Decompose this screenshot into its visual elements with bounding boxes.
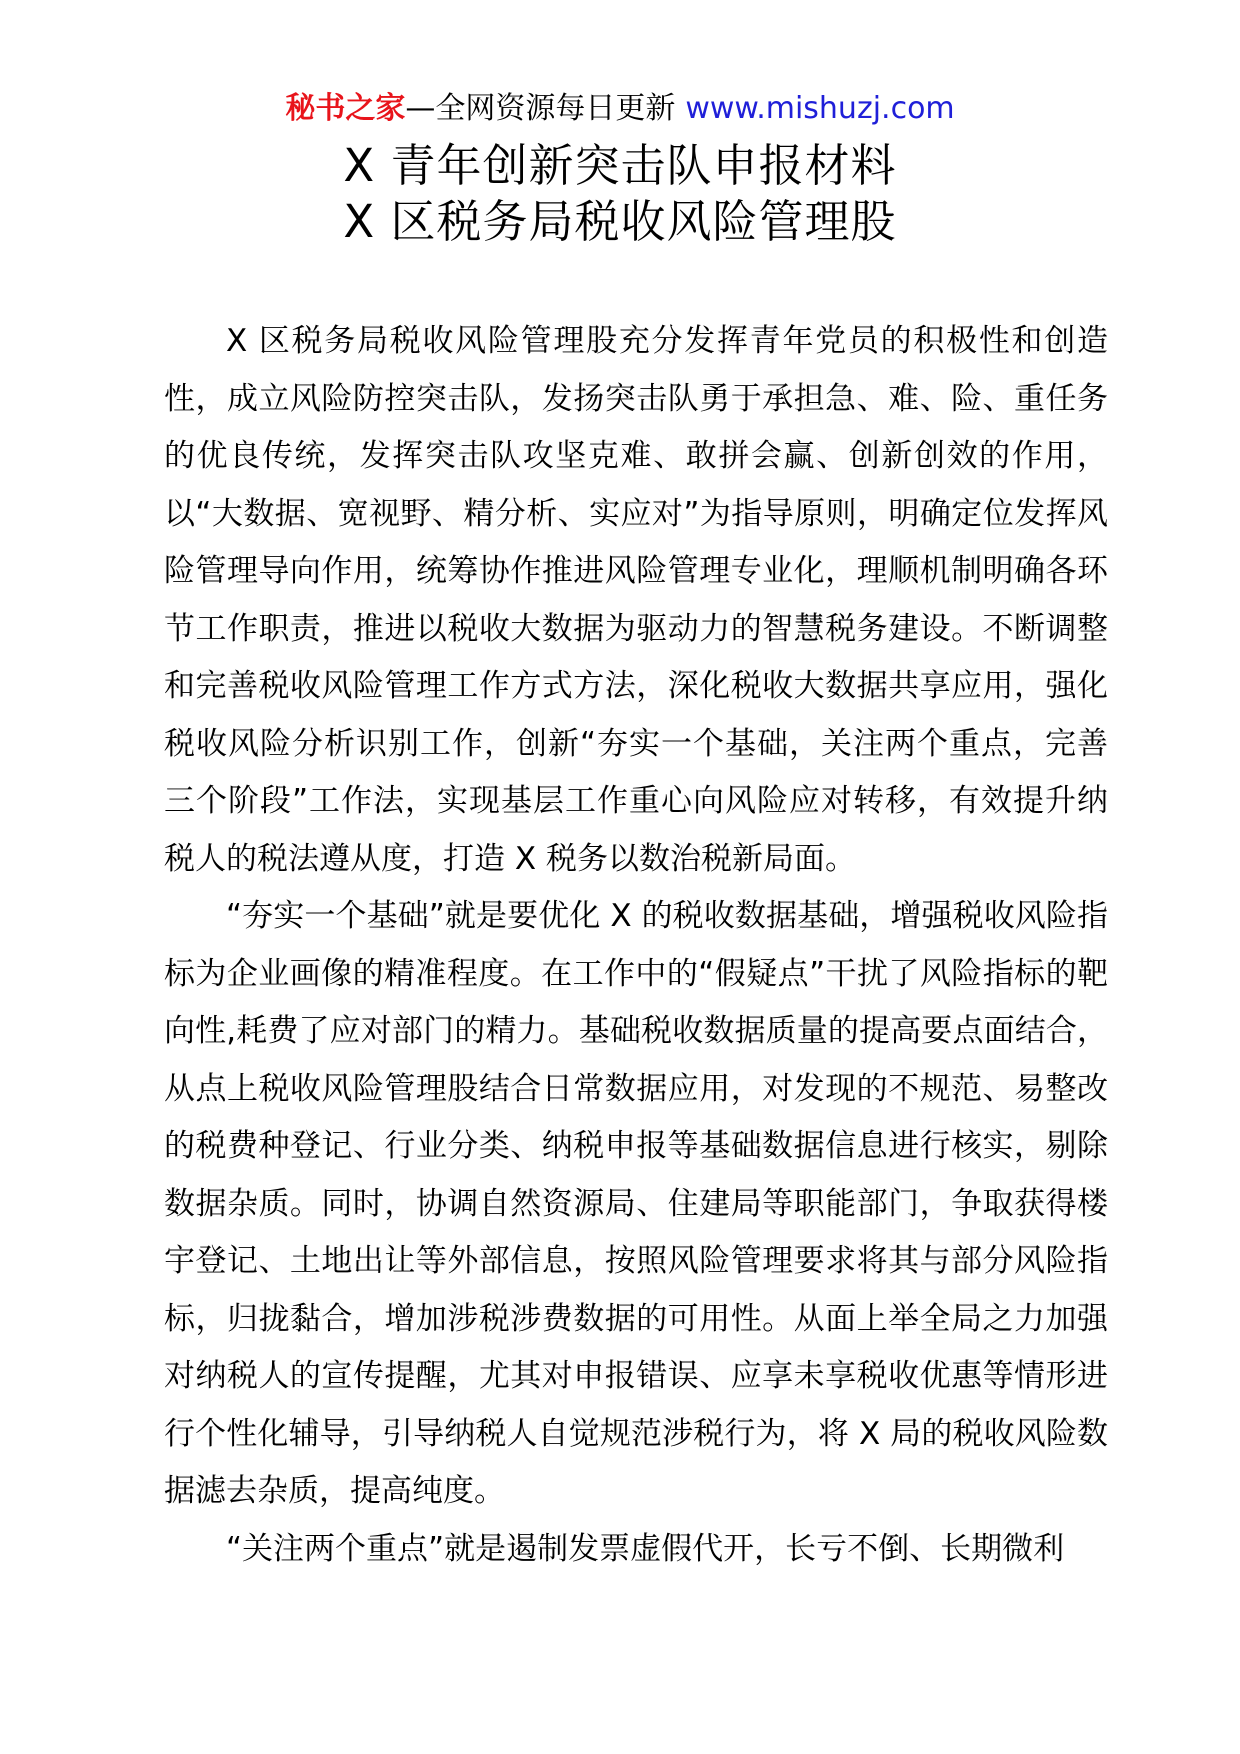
document-title: X 青年创新突击队申报材料 xyxy=(343,139,897,192)
brand-name: 秘书之家 xyxy=(285,91,406,126)
document-body xyxy=(164,313,1108,1578)
paragraph-foundation: “夯实一个基础”就是要优化 X 的税收数据基础，增强税收风险指标为企业画像的精准程度。在工作中的“假疑点”干扰了风险指标的靶向性,耗费了应对部门的精力。基础税收数据质量的提高要点面结合，从点上税收风险管理股结合日常数据应用，对发现的不规范、易整改的税费种登记、行业分类、纳税申报等基础数据信息进行核实，剔除数据杂质。同时，协调自然资源局、住建局等职能部门，争取获得楼宇登记、土地出让等外部信息，按照风险管理要求将其与部分风险指标，归拢黏合，增加涉税涉费数据的可用性。从面上举全局之力加强对纳税人的宣传提醒，尤其对申报错误、应享未享税收优惠等情形进行个性化辅导，引导纳税人自觉规范涉税行为，将 X 局的税收风险数据滤去杂质，提高纯度。 xyxy=(164,898,1108,1509)
paragraph-intro: X 区税务局税收风险管理股充分发挥青年党员的积极性和创造性，成立风险防控突击队，发扬突击队勇于承担急、难、险、重任务的优良传统，发挥突击队攻坚克难、敢拼会赢、创新创效的作用，以“大数据、宽视野、精分析、实应对”为指导原则，明确定位发挥风险管理导向作用，统筹协作推进风险管理专业化，理顺机制明确各环节工作职责，推进以税收大数据为驱动力的智慧税务建设。不断调整和完善税收风险管理工作方式方法，深化税收大数据共享应用，强化税收风险分析识别工作，创新“夯实一个基础，关注两个重点，完善三个阶段”工作法，实现基层工作重心向风险应对转移，有效提升纳税人的税法遵从度，打造 X 税务以数治税新局面。 xyxy=(164,323,1108,877)
site-header-banner xyxy=(0,88,1240,130)
paragraph-two-focus: “关注两个重点”就是遏制发票虚假代开，长亏不倒、长期微利 xyxy=(226,1530,1065,1567)
site-url-link[interactable]: www.mishuzj.com xyxy=(685,91,955,126)
document-subtitle: X 区税务局税收风险管理股 xyxy=(343,195,897,248)
header-tagline: —全网资源每日更新 xyxy=(405,91,676,126)
